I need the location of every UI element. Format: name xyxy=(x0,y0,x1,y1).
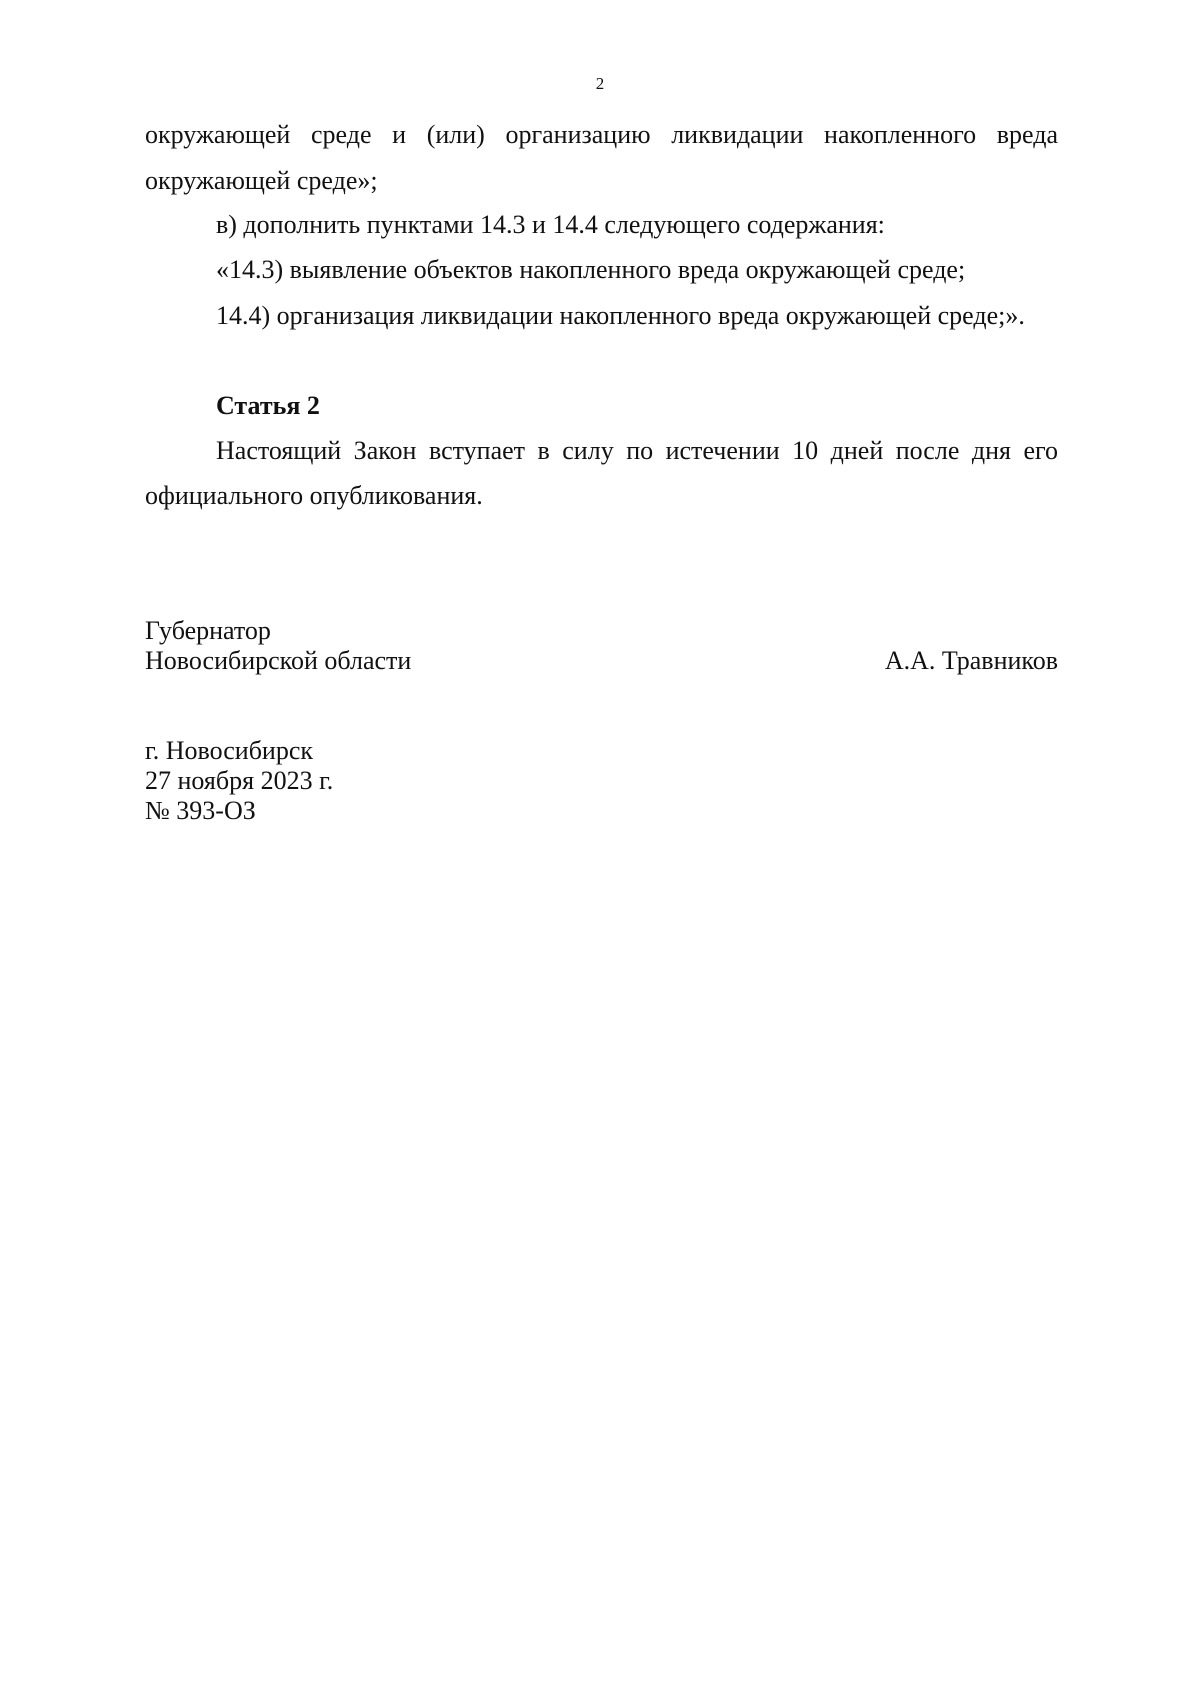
signature-block xyxy=(145,616,1058,676)
issuance-date: 27 ноября 2023 г. xyxy=(145,766,334,795)
signatory-region: Новосибирской области xyxy=(145,646,412,675)
paragraph-item-14-4: 14.4) организация ликвидации накопленного вреда окружающей среде;». xyxy=(216,301,1025,330)
law-number: № 393-ОЗ xyxy=(145,796,256,825)
signature-row xyxy=(145,646,1058,676)
article-text-line: официального опубликования. xyxy=(145,481,483,510)
issuance-place: г. Новосибирск xyxy=(145,736,314,765)
page-number: 2 xyxy=(595,74,605,93)
article-heading: Статья 2 xyxy=(216,391,320,420)
paragraph-line: окружающей среде и (или) организацию ликвидации накопленного вреда xyxy=(145,120,1058,149)
paragraph-amendment: в) дополнить пунктами 14.3 и 14.4 следующего содержания: xyxy=(216,210,885,239)
paragraph-item-14-3: «14.3) выявление объектов накопленного вреда окружающей среде; xyxy=(216,255,966,284)
signatory-title: Губернатор xyxy=(145,616,271,645)
article-text-line: Настоящий Закон вступает в силу по истечении 10 дней после дня его xyxy=(216,436,1058,465)
signatory-name: А.А. Травников xyxy=(884,646,1058,675)
paragraph-line: окружающей среде»; xyxy=(145,166,378,195)
issuance-block xyxy=(145,736,1058,826)
